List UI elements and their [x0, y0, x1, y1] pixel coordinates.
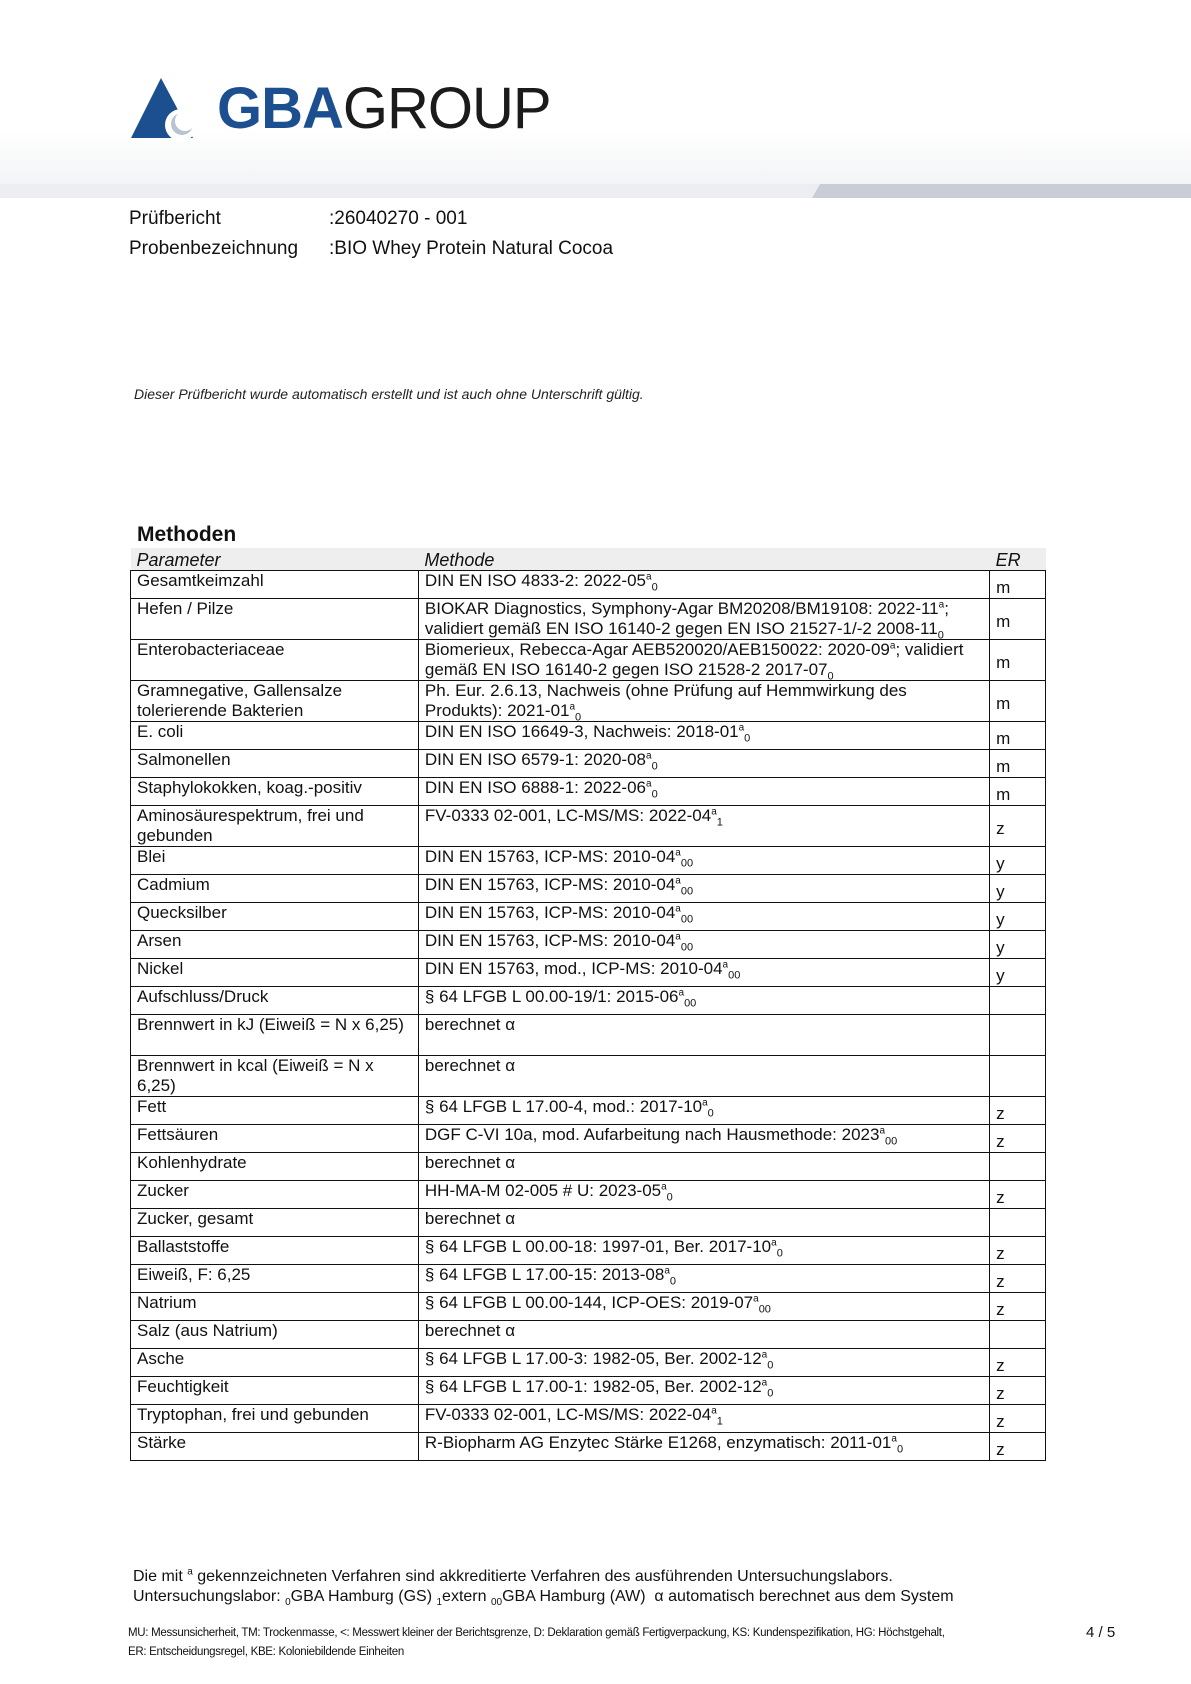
accreditation-mark: a: [753, 1293, 759, 1305]
method-cell: [418, 1321, 989, 1349]
parameter-cell: Gramnegative, Gallensalze tolerierende Bakterien: [131, 681, 419, 722]
footer-text: gekennzeichneten Verfahren sind akkreditierte Verfahren des ausführenden Untersuchungslabors.: [192, 1568, 893, 1585]
method-cell: [418, 1015, 989, 1056]
methods-table: [130, 548, 1046, 1461]
method-validation-text: ; validiert gemäß EN ISO 16140-2 gegen ISO 21528-2 2017-07: [424, 640, 964, 679]
er-cell: z: [990, 806, 1046, 847]
parameter-cell: Fett: [131, 1097, 419, 1125]
lab-code: 00: [728, 969, 741, 982]
method-cell: [418, 1209, 989, 1237]
er-cell: z: [990, 1237, 1046, 1265]
method-text: § 64 LFGB L 17.00-1: 1982-05, Ber. 2002-12: [424, 1377, 762, 1396]
accreditation-mark: a: [891, 1433, 897, 1445]
method-text: DIN EN 15763, ICP-MS: 2010-04: [424, 875, 676, 894]
lab-code: 0: [575, 711, 582, 724]
footer-subscript: 0: [285, 1597, 291, 1609]
method-text: DIN EN ISO 16649-3, Nachweis: 2018-01: [424, 722, 739, 741]
lab-code: 0: [896, 1443, 904, 1456]
method-cell: [418, 1265, 989, 1293]
lab-code: 1: [716, 1415, 723, 1428]
table-row: [131, 1293, 1046, 1321]
accreditation-mark: a: [889, 640, 896, 652]
table-row: [131, 1237, 1046, 1265]
parameter-cell: Feuchtigkeit: [131, 1377, 419, 1405]
method-validation-text: ; validiert gemäß EN ISO 16140-2 gegen EN ISO 21527-1/-2 2008-11: [424, 599, 949, 638]
lab-code: 0: [767, 1359, 774, 1372]
method-text: berechnet α: [424, 1209, 516, 1228]
footer-accreditation-note: [133, 1568, 893, 1586]
method-text: DGF C-VI 10a, mod. Aufarbeitung nach Hausmethode: 2023: [424, 1125, 880, 1144]
footer-label: Untersuchungslabor:: [133, 1588, 286, 1605]
method-cell: [418, 806, 989, 847]
footer-lab-legend: [133, 1588, 954, 1609]
column-header-methode: Methode: [418, 548, 989, 571]
method-text: § 64 LFGB L 17.00-3: 1982-05, Ber. 2002-12: [424, 1349, 762, 1368]
parameter-cell: Kohlenhydrate: [131, 1153, 419, 1181]
logo-mark-icon: [131, 78, 203, 140]
footer-superscript: a: [187, 1566, 193, 1578]
meta-label: Probenbezeichnung: [129, 238, 299, 259]
table-row: [131, 1433, 1046, 1461]
logo-wordmark-gba: GBA: [217, 76, 343, 141]
method-cell: [418, 987, 989, 1015]
method-text: § 64 LFGB L 17.00-15: 2013-08: [424, 1265, 665, 1284]
lab-code: 00: [885, 1135, 898, 1148]
lab-code: 00: [680, 913, 694, 926]
method-text: DIN EN 15763, ICP-MS: 2010-04: [424, 847, 676, 866]
lab-code: 00: [758, 1303, 771, 1316]
er-cell: [990, 1015, 1046, 1056]
er-cell: [990, 1153, 1046, 1181]
parameter-cell: E. coli: [131, 722, 419, 750]
table-row: [131, 571, 1046, 599]
parameter-cell: Blei: [131, 847, 419, 875]
lab-code: 0: [651, 581, 658, 594]
method-text: DIN EN ISO 6579-1: 2020-08: [424, 750, 647, 769]
lab-code: 0: [827, 670, 834, 683]
method-text: R-Biopharm AG Enzytec Stärke E1268, enzymatisch: 2011-01: [424, 1433, 892, 1452]
page-number: 4 / 5: [1086, 1624, 1116, 1641]
er-cell: y: [990, 931, 1046, 959]
table-row: [131, 778, 1046, 806]
method-text: § 64 LFGB L 17.00-4, mod.: 2017-10: [424, 1097, 703, 1116]
parameter-cell: Asche: [131, 1349, 419, 1377]
parameter-cell: Arsen: [131, 931, 419, 959]
er-cell: z: [990, 1349, 1046, 1377]
er-cell: z: [990, 1125, 1046, 1153]
er-cell: [990, 1056, 1046, 1097]
table-row: [131, 1209, 1046, 1237]
abbreviations-line-1: MU: Messunsicherheit, TM: Trockenmasse, <: Messwert kleiner der Berichtsgrenze, D: Deklaration gemäß Fertigverpackung, KS: Kundenspezifikation, HG: Höchstgehalt,: [128, 1627, 945, 1639]
lab-code: 0: [744, 732, 751, 745]
table-row: [131, 599, 1046, 640]
column-header-er: ER: [990, 548, 1046, 571]
er-cell: m: [990, 599, 1046, 640]
footer-lab: extern: [442, 1588, 487, 1605]
parameter-cell: Eiweiß, F: 6,25: [131, 1265, 419, 1293]
parameter-cell: Salmonellen: [131, 750, 419, 778]
accreditation-mark: a: [675, 931, 681, 943]
accreditation-mark: a: [646, 778, 652, 790]
method-cell: [418, 1433, 989, 1461]
method-text: § 64 LFGB L 00.00-19/1: 2015-06: [424, 987, 679, 1006]
footer-subscript: 00: [490, 1597, 503, 1609]
footer-alpha-legend: α automatisch berechnet aus dem System: [654, 1588, 954, 1605]
method-text: § 64 LFGB L 00.00-18: 1997-01, Ber. 2017-10: [424, 1237, 772, 1256]
parameter-cell: Zucker, gesamt: [131, 1209, 419, 1237]
table-row: [131, 1097, 1046, 1125]
table-row: [131, 640, 1046, 681]
method-text: BIOKAR Diagnostics, Symphony-Agar BM20208/BM19108: 2022-11: [424, 599, 939, 618]
method-text: DIN EN 15763, ICP-MS: 2010-04: [424, 903, 676, 922]
lab-code: 0: [651, 788, 658, 801]
table-row: [131, 681, 1046, 722]
er-cell: m: [990, 640, 1046, 681]
method-cell: [418, 959, 989, 987]
lab-code: 00: [680, 885, 694, 898]
er-cell: z: [990, 1405, 1046, 1433]
accreditation-mark: a: [646, 750, 652, 762]
table-row: [131, 1015, 1046, 1056]
er-cell: y: [990, 903, 1046, 931]
method-text: HH-MA-M 02-005 # U: 2023-05: [424, 1181, 662, 1200]
method-cell: [418, 1349, 989, 1377]
er-cell: z: [990, 1293, 1046, 1321]
footer-lab: GBA Hamburg (GS): [290, 1588, 433, 1605]
parameter-cell: Enterobacteriaceae: [131, 640, 419, 681]
method-cell: [418, 1405, 989, 1433]
accreditation-mark: a: [675, 875, 681, 887]
er-cell: z: [990, 1265, 1046, 1293]
parameter-cell: Nickel: [131, 959, 419, 987]
method-cell: [418, 847, 989, 875]
method-cell: [418, 681, 989, 722]
er-cell: m: [990, 750, 1046, 778]
parameter-cell: Aufschluss/Druck: [131, 987, 419, 1015]
er-cell: m: [990, 571, 1046, 599]
lab-code: 0: [776, 1247, 783, 1260]
lab-code: 00: [684, 997, 697, 1010]
table-header-row: [131, 548, 1046, 571]
method-text: berechnet α: [424, 1321, 516, 1340]
accreditation-mark: a: [761, 1349, 768, 1361]
accreditation-mark: a: [761, 1377, 768, 1389]
er-cell: m: [990, 778, 1046, 806]
parameter-cell: Stärke: [131, 1433, 419, 1461]
parameter-cell: Hefen / Pilze: [131, 599, 419, 640]
parameter-cell: Aminosäurespektrum, frei und gebunden: [131, 806, 419, 847]
table-row: [131, 847, 1046, 875]
accreditation-mark: a: [675, 903, 681, 915]
accreditation-mark: a: [879, 1125, 885, 1137]
table-row: [131, 903, 1046, 931]
footer-lab: GBA Hamburg (AW): [502, 1588, 646, 1605]
footer-text: Die mit: [133, 1568, 188, 1585]
table-row: [131, 959, 1046, 987]
accreditation-mark: a: [661, 1181, 667, 1193]
meta-value: :BIO Whey Protein Natural Cocoa: [329, 238, 614, 259]
parameter-cell: Zucker: [131, 1181, 419, 1209]
method-cell: [418, 1293, 989, 1321]
parameter-cell: Cadmium: [131, 875, 419, 903]
er-cell: z: [990, 1097, 1046, 1125]
er-cell: m: [990, 681, 1046, 722]
er-cell: z: [990, 1181, 1046, 1209]
accreditation-mark: a: [646, 571, 652, 583]
method-cell: [418, 931, 989, 959]
lab-code: 1: [716, 816, 723, 829]
method-cell: [418, 1377, 989, 1405]
er-cell: z: [990, 1433, 1046, 1461]
method-cell: [418, 1125, 989, 1153]
table-row: [131, 1265, 1046, 1293]
lab-code: 0: [707, 1107, 714, 1120]
method-cell: [418, 903, 989, 931]
lab-code: 0: [937, 629, 944, 642]
parameter-cell: Brennwert in kJ (Eiweiß = N x 6,25): [131, 1015, 419, 1056]
meta-value: :26040270 - 001: [329, 208, 468, 229]
er-cell: y: [990, 959, 1046, 987]
meta-report-number: [129, 208, 467, 230]
table-row: [131, 750, 1046, 778]
table-row: [131, 1405, 1046, 1433]
table-row: [131, 1321, 1046, 1349]
method-cell: [418, 778, 989, 806]
method-cell: [418, 1237, 989, 1265]
method-text: DIN EN 15763, mod., ICP-MS: 2010-04: [424, 959, 723, 978]
parameter-cell: Natrium: [131, 1293, 419, 1321]
er-cell: [990, 987, 1046, 1015]
accreditation-mark: a: [678, 987, 685, 999]
er-cell: m: [990, 722, 1046, 750]
table-row: [131, 1056, 1046, 1097]
method-text: berechnet α: [424, 1015, 516, 1034]
er-cell: y: [990, 875, 1046, 903]
logo-wordmark: [217, 78, 551, 140]
accreditation-mark: a: [702, 1097, 708, 1109]
method-text: DIN EN ISO 6888-1: 2022-06: [424, 778, 647, 797]
company-logo: [131, 78, 551, 140]
method-text: FV-0333 02-001, LC-MS/MS: 2022-04: [424, 806, 712, 825]
table-row: [131, 875, 1046, 903]
method-cell: [418, 1153, 989, 1181]
lab-code: 00: [680, 941, 694, 954]
section-title: Methoden: [137, 523, 237, 546]
table-row: [131, 931, 1046, 959]
method-text: DIN EN ISO 4833-2: 2022-05: [424, 571, 647, 590]
header-divider-accent: [812, 184, 1191, 198]
logo-wordmark-group: GROUP: [342, 76, 551, 141]
auto-generated-note: Dieser Prüfbericht wurde automatisch erstellt und ist auch ohne Unterschrift gültig.: [134, 386, 644, 402]
method-cell: [418, 1181, 989, 1209]
parameter-cell: Salz (aus Natrium): [131, 1321, 419, 1349]
method-text: berechnet α: [424, 1056, 516, 1075]
method-cell: [418, 571, 989, 599]
lab-code: 0: [651, 760, 658, 773]
er-cell: y: [990, 847, 1046, 875]
method-cell: [418, 722, 989, 750]
method-text: berechnet α: [424, 1153, 516, 1172]
method-cell: [418, 640, 989, 681]
parameter-cell: Staphylokokken, koag.-positiv: [131, 778, 419, 806]
accreditation-mark: a: [569, 701, 576, 713]
method-text: Ph. Eur. 2.6.13, Nachweis (ohne Prüfung auf Hemmwirkung des Produkts): 2021-01: [424, 681, 907, 720]
table-row: [131, 1125, 1046, 1153]
method-cell: [418, 875, 989, 903]
accreditation-mark: a: [664, 1265, 670, 1277]
accreditation-mark: a: [771, 1237, 777, 1249]
lab-code: 0: [669, 1275, 677, 1288]
method-cell: [418, 750, 989, 778]
lab-code: 0: [767, 1387, 774, 1400]
table-row: [131, 806, 1046, 847]
column-header-parameter: Parameter: [131, 548, 419, 571]
meta-label: Prüfbericht: [129, 208, 221, 229]
accreditation-mark: a: [675, 847, 681, 859]
method-text: Biomerieux, Rebecca-Agar AEB520020/AEB150022: 2020-09: [424, 640, 890, 659]
accreditation-mark: a: [938, 599, 945, 611]
lab-code: 00: [680, 857, 694, 870]
method-text: FV-0333 02-001, LC-MS/MS: 2022-04: [424, 1405, 712, 1424]
parameter-cell: Gesamtkeimzahl: [131, 571, 419, 599]
parameter-cell: Ballaststoffe: [131, 1237, 419, 1265]
abbreviations-line-2: ER: Entscheidungsregel, KBE: Koloniebildende Einheiten: [128, 1646, 404, 1658]
er-cell: z: [990, 1377, 1046, 1405]
table-row: [131, 722, 1046, 750]
method-cell: [418, 1056, 989, 1097]
accreditation-mark: a: [738, 722, 745, 734]
footer-subscript: 1: [436, 1597, 443, 1609]
parameter-cell: Brennwert in kcal (Eiweiß = N x 6,25): [131, 1056, 419, 1097]
accreditation-mark: a: [711, 806, 717, 818]
method-cell: [418, 599, 989, 640]
parameter-cell: Tryptophan, frei und gebunden: [131, 1405, 419, 1433]
table-row: [131, 1181, 1046, 1209]
method-cell: [418, 1097, 989, 1125]
lab-code: 0: [666, 1191, 673, 1204]
er-cell: [990, 1321, 1046, 1349]
method-text: DIN EN 15763, ICP-MS: 2010-04: [424, 931, 676, 950]
parameter-cell: Fettsäuren: [131, 1125, 419, 1153]
parameter-cell: Quecksilber: [131, 903, 419, 931]
method-text: § 64 LFGB L 00.00-144, ICP-OES: 2019-07: [424, 1293, 754, 1312]
table-row: [131, 987, 1046, 1015]
table-row: [131, 1349, 1046, 1377]
er-cell: [990, 1209, 1046, 1237]
meta-sample-name: [129, 238, 613, 260]
accreditation-mark: a: [722, 959, 729, 971]
table-row: [131, 1153, 1046, 1181]
accreditation-mark: a: [711, 1405, 717, 1417]
table-row: [131, 1377, 1046, 1405]
